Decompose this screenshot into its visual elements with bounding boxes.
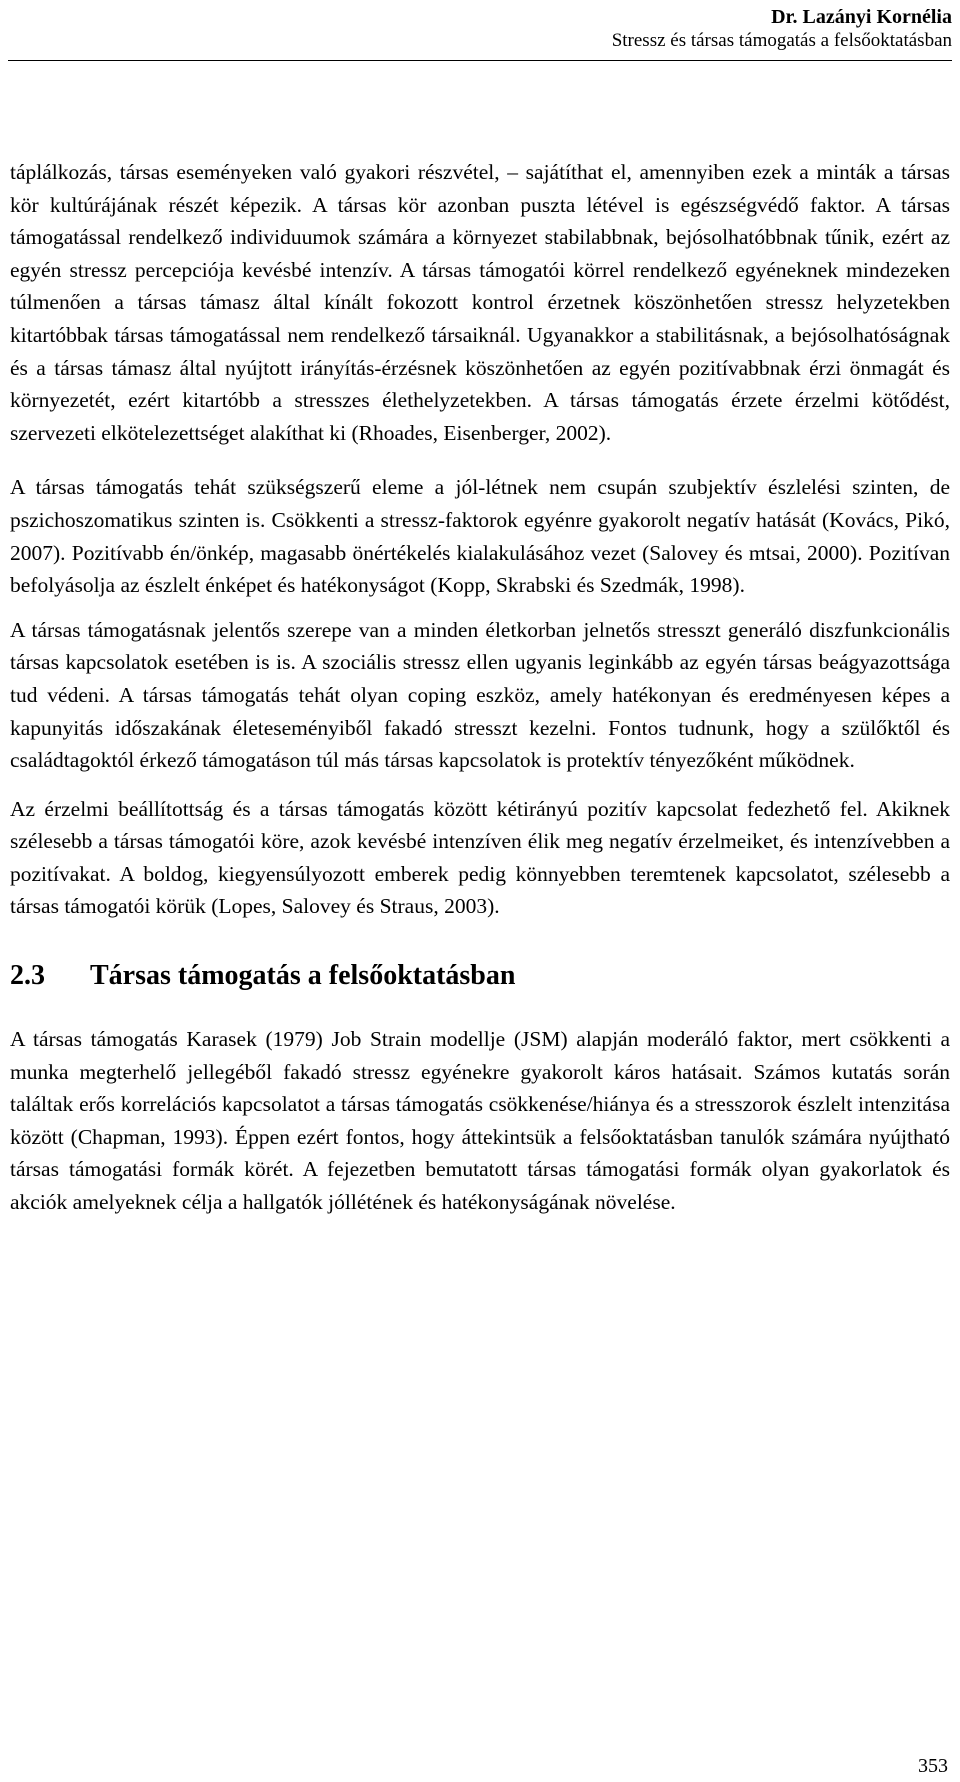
section-title: Társas támogatás a felsőoktatásban bbox=[90, 960, 516, 992]
paragraph-1: táplálkozás, társas eseményeken való gyakori részvétel, – sajátíthat el, amennyiben ezek a minták a társas kör kultúrájának részét képezik. A társas kör azonban puszta létével is egészségvédő faktor. A társas támogatással rendelkező individuumok számára a környezet stabilabbnak, bejósolhatóbbnak tűnik, ezért az egyén stressz percepciója kevésbé intenzív. A társas támogatói körrel rendelkező egyéneknek mindezeken túlmenően a társas támasz által kínált fokozott kontrol érzetnek köszönhetően stressz helyzetekben kitartóbbak társas támogatással nem rendelkező társaiknál. Ugyanakkor a stabilitásnak, a bejósolhatóságnak és a társas támasz által nyújtott irányítás-érzésnek köszönhetően az egyén pozitívabbnak érzi önmagát és környezetét, ezért kitartóbb a stresszes élethelyzetekben. A társas támogatás érzete érzelmi kötődést, szervezeti elkötelezettséget alakíthat ki (Rhoades, Eisenberger, 2002). bbox=[10, 160, 950, 445]
section-heading bbox=[10, 959, 950, 993]
paragraph-4: Az érzelmi beállítottság és a társas támogatás között kétirányú pozitív kapcsolat fedezhető fel. Akiknek szélesebb a társas támogatói köre, azok kevésbé intenzíven élik meg negatív érzelmeiket, és intenzívebben a pozitívakat. A boldog, kiegyensúlyozott emberek pedig könnyebben teremtenek kapcsolatot, szélesebb a társas támogatói körük (Lopes, Salovey és Straus, 2003). bbox=[10, 796, 950, 919]
paragraph-2: A társas támogatás tehát szükségszerű eleme a jól-létnek nem csupán szubjektív észlelési szinten, de pszichoszomatikus szinten is. Csökkenti a stressz-faktorok egyénre gyakorolt negatív hatását (Kovács, Pikó, 2007). Pozitívabb én/önkép, magasabb önértékelés kialakulásához vezet (Salovey és mtsai, 2000). Pozitívan befolyásolja az észlelt énképet és hatékonyságot (Kopp, Skrabski és Szedmák, 1998). bbox=[10, 475, 950, 598]
paragraph-5: A társas támogatás Karasek (1979) Job Strain modellje (JSM) alapján moderáló faktor, mert csökkenti a munka megterhelő jellegéből fakadó stressz egyénekre gyakorolt káros hatásait. Számos kutatás során találtak erős korrelációs kapcsolatot a társas támogatás csökkenése/hiánya és a stresszorok észlelt intenzitása között (Chapman, 1993). Éppen ezért fontos, hogy áttekintsük a felsőoktatásban tanulók számára nyújtható társas támogatási formák körét. A fejezetben bemutatott társas támogatási formák olyan gyakorlatok és akciók amelyeknek célja a hallgatók jóllétének és hatékonyságának növelése. bbox=[10, 1027, 950, 1215]
running-header bbox=[612, 6, 952, 52]
page-number: 353 bbox=[918, 1755, 948, 1777]
header-author: Dr. Lazányi Kornélia bbox=[771, 6, 952, 28]
page-body bbox=[10, 156, 950, 1219]
paragraph-3: A társas támogatásnak jelentős szerepe van a minden életkorban jelnetős stresszt generáló diszfunkcionális társas kapcsolatok esetében is is. A szociális stressz ellen ugyanis leginkább az egyén társas beágyazottsága tud védeni. A társas támogatás tehát olyan coping eszköz, amely hatékonyan és eredményesen képes a kapunyitás időszakának életeseményiből fakadó stresszt kezelni. Fontos tudnunk, hogy a szülőktől és családtagoktól érkező támogatáson túl más társas kapcsolatok is protektív tényezőként működnek. bbox=[10, 617, 950, 773]
section-number: 2.3 bbox=[10, 960, 45, 992]
header-divider bbox=[8, 60, 952, 61]
header-subtitle: Stressz és társas támogatás a felsőoktatásban bbox=[611, 30, 952, 51]
